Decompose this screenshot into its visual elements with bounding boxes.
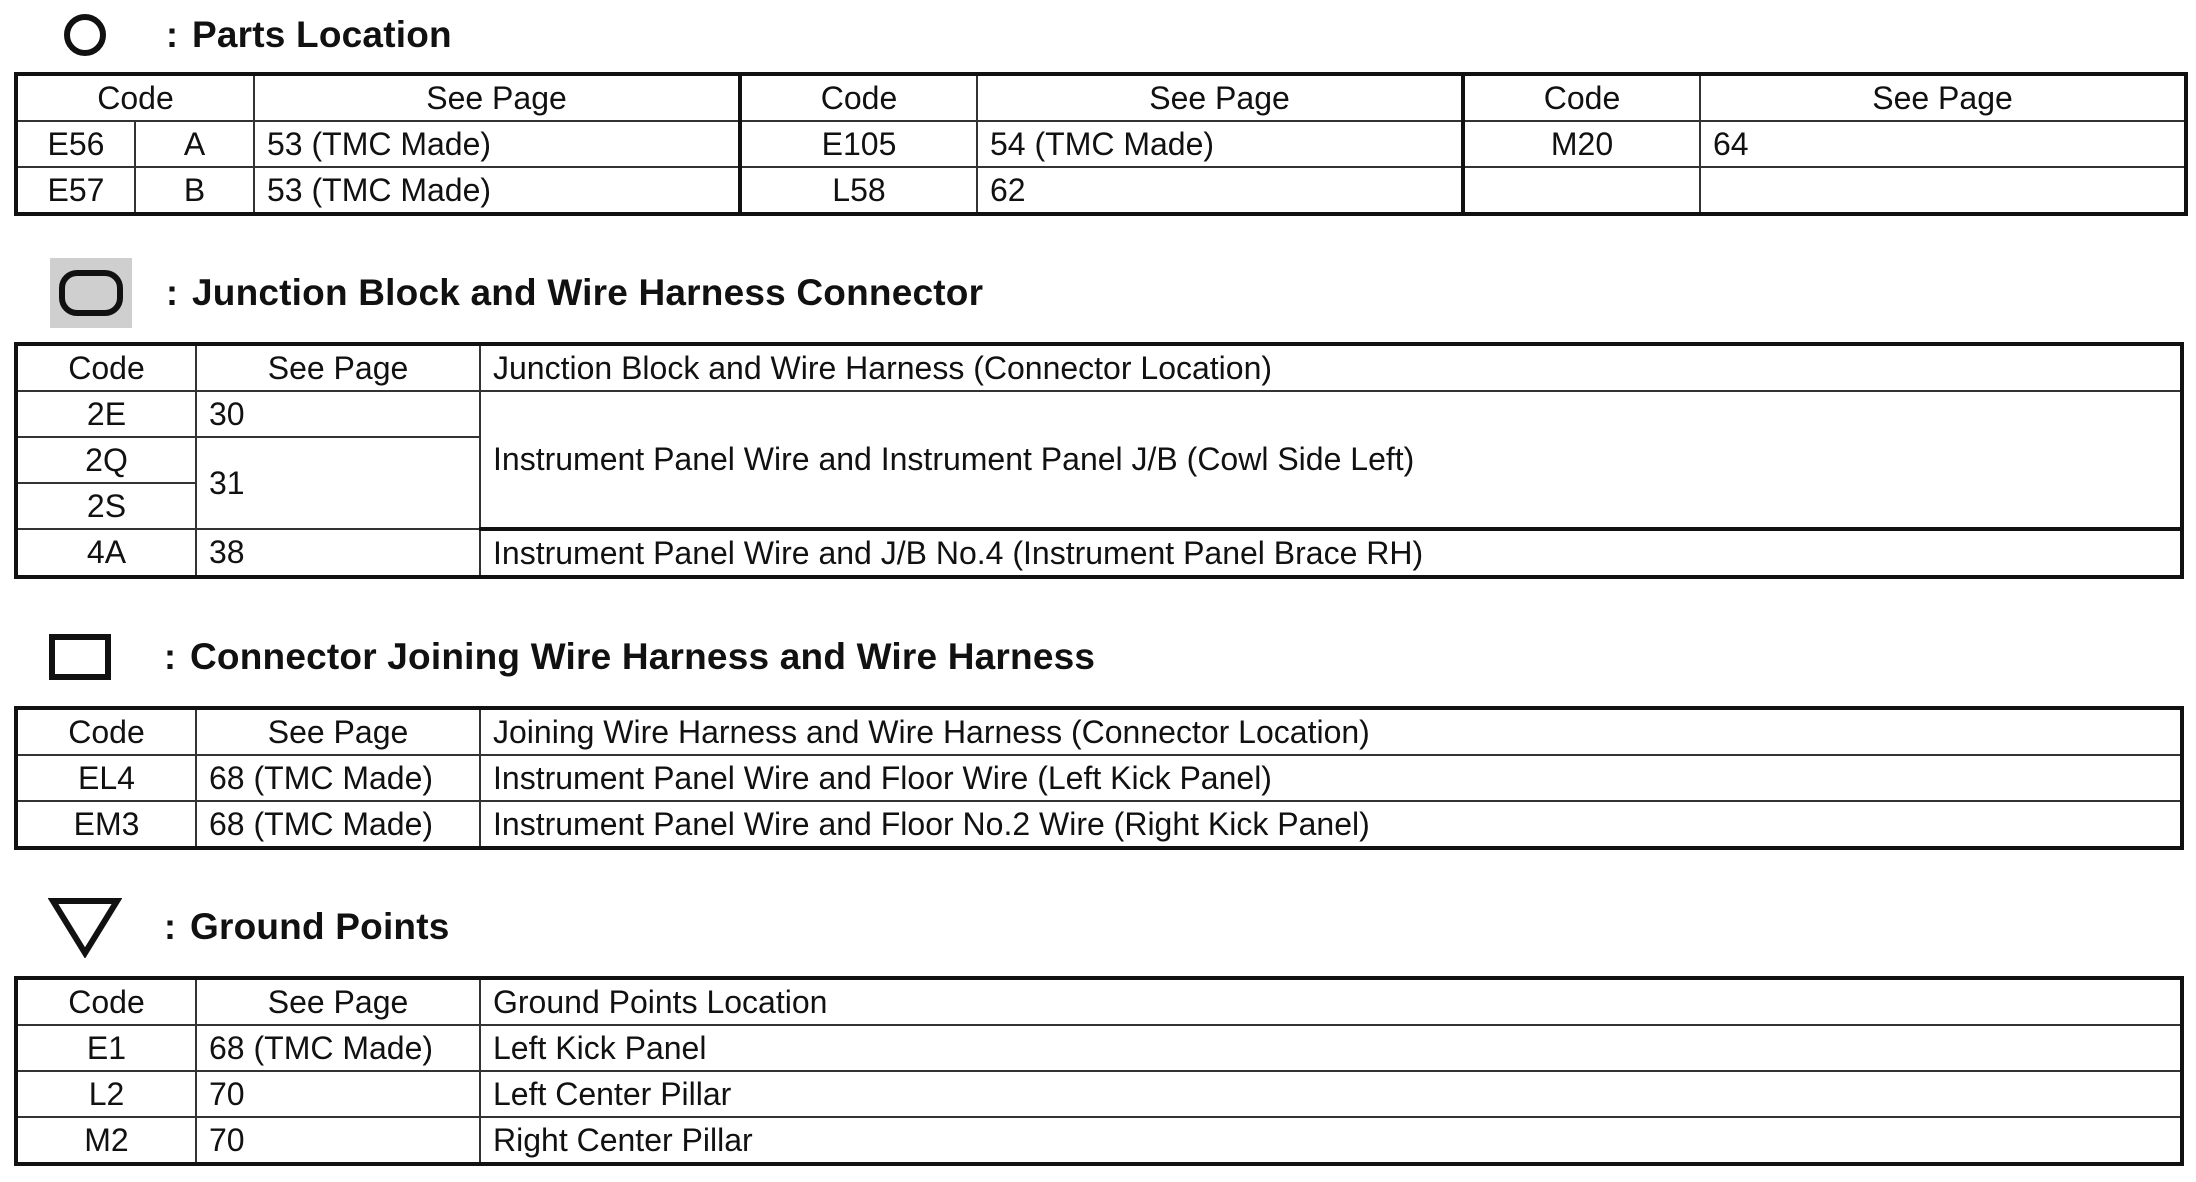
parts-location-table [14,72,2188,216]
code-cell: 2S [16,483,196,529]
see-page-cell: 70 [196,1071,480,1117]
table-row [16,391,2182,437]
table-row [16,755,2182,801]
code-cell: EL4 [16,755,196,801]
table-header-row [16,74,2186,121]
location-cell: Instrument Panel Wire and Floor Wire (Left Kick Panel) [480,755,2182,801]
column-header: Code [16,74,254,121]
rectangle-icon [49,634,111,680]
ground-points-heading [48,892,450,962]
section-title: Connector Joining Wire Harness and Wire Harness [190,636,1096,677]
see-page-cell: 68 (TMC Made) [196,755,480,801]
connector-joining-table [14,706,2184,850]
location-cell: Right Center Pillar [480,1117,2182,1164]
parts-location-heading [48,0,452,70]
column-header: See Page [196,708,480,755]
location-cell: Left Center Pillar [480,1071,2182,1117]
see-page-cell: 53 (TMC Made) [254,121,740,167]
table-row [16,801,2182,848]
sub-code-cell: A [135,121,254,167]
table-row [16,1117,2182,1164]
column-header: See Page [977,74,1463,121]
table-row [16,121,2186,167]
table-row [16,529,2182,577]
location-cell: Instrument Panel Wire and J/B No.4 (Instrument Panel Brace RH) [480,529,2182,577]
table-header-row [16,708,2182,755]
column-header: See Page [1700,74,2186,121]
connector-joining-icon-box [48,622,112,692]
column-header: See Page [196,978,480,1025]
location-cell: Left Kick Panel [480,1025,2182,1071]
see-page-cell: 31 [196,437,480,529]
column-header: Joining Wire Harness and Wire Harness (Connector Location) [480,708,2182,755]
section-title: Junction Block and Wire Harness Connector [192,272,984,313]
column-header: Ground Points Location [480,978,2182,1025]
junction-block-heading [48,258,983,328]
code-cell: 4A [16,529,196,577]
parts-location-icon-box [48,0,122,70]
see-page-cell: 54 (TMC Made) [977,121,1463,167]
column-header: Code [16,708,196,755]
merged-location-cell: Instrument Panel Wire and Instrument Panel J/B (Cowl Side Left) [480,391,2182,529]
junction-block-icon-box [48,258,134,328]
junction-block-table [14,342,2184,579]
section-colon: : [164,906,176,947]
code-cell: E56 [16,121,135,167]
code-cell: 2Q [16,437,196,483]
see-page-cell: 38 [196,529,480,577]
column-header: Junction Block and Wire Harness (Connector Location) [480,344,2182,391]
triangle-icon [48,896,122,958]
section-title: Parts Location [192,14,452,55]
ground-points-icon-box [48,892,122,962]
table-header-row [16,978,2182,1025]
table-row [16,167,2186,214]
table-row [16,1025,2182,1071]
sub-code-cell: B [135,167,254,214]
connector-joining-heading [48,622,1095,692]
see-page-cell [1700,167,2186,214]
location-cell: Instrument Panel Wire and Floor No.2 Wire (Right Kick Panel) [480,801,2182,848]
see-page-cell: 62 [977,167,1463,214]
circle-icon [64,14,106,56]
code-cell: M20 [1463,121,1700,167]
code-cell: M2 [16,1117,196,1164]
see-page-cell: 70 [196,1117,480,1164]
see-page-cell: 30 [196,391,480,437]
ground-points-table [14,976,2184,1166]
see-page-cell: 53 (TMC Made) [254,167,740,214]
column-header: Code [1463,74,1700,121]
column-header: See Page [196,344,480,391]
see-page-cell: 68 (TMC Made) [196,1025,480,1071]
code-cell [1463,167,1700,214]
table-row [16,1071,2182,1117]
code-cell: L58 [740,167,977,214]
see-page-cell: 64 [1700,121,2186,167]
column-header: Code [16,344,196,391]
code-cell: E105 [740,121,977,167]
code-cell: E57 [16,167,135,214]
column-header: Code [16,978,196,1025]
code-cell: L2 [16,1071,196,1117]
column-header: See Page [254,74,740,121]
table-header-row [16,344,2182,391]
column-header: Code [740,74,977,121]
section-colon: : [166,272,178,313]
code-cell: E1 [16,1025,196,1071]
code-cell: 2E [16,391,196,437]
section-title: Ground Points [190,906,450,947]
section-colon: : [164,636,176,677]
see-page-cell: 68 (TMC Made) [196,801,480,848]
rounded-rectangle-icon [59,270,123,316]
code-cell: EM3 [16,801,196,848]
section-colon: : [166,14,178,55]
